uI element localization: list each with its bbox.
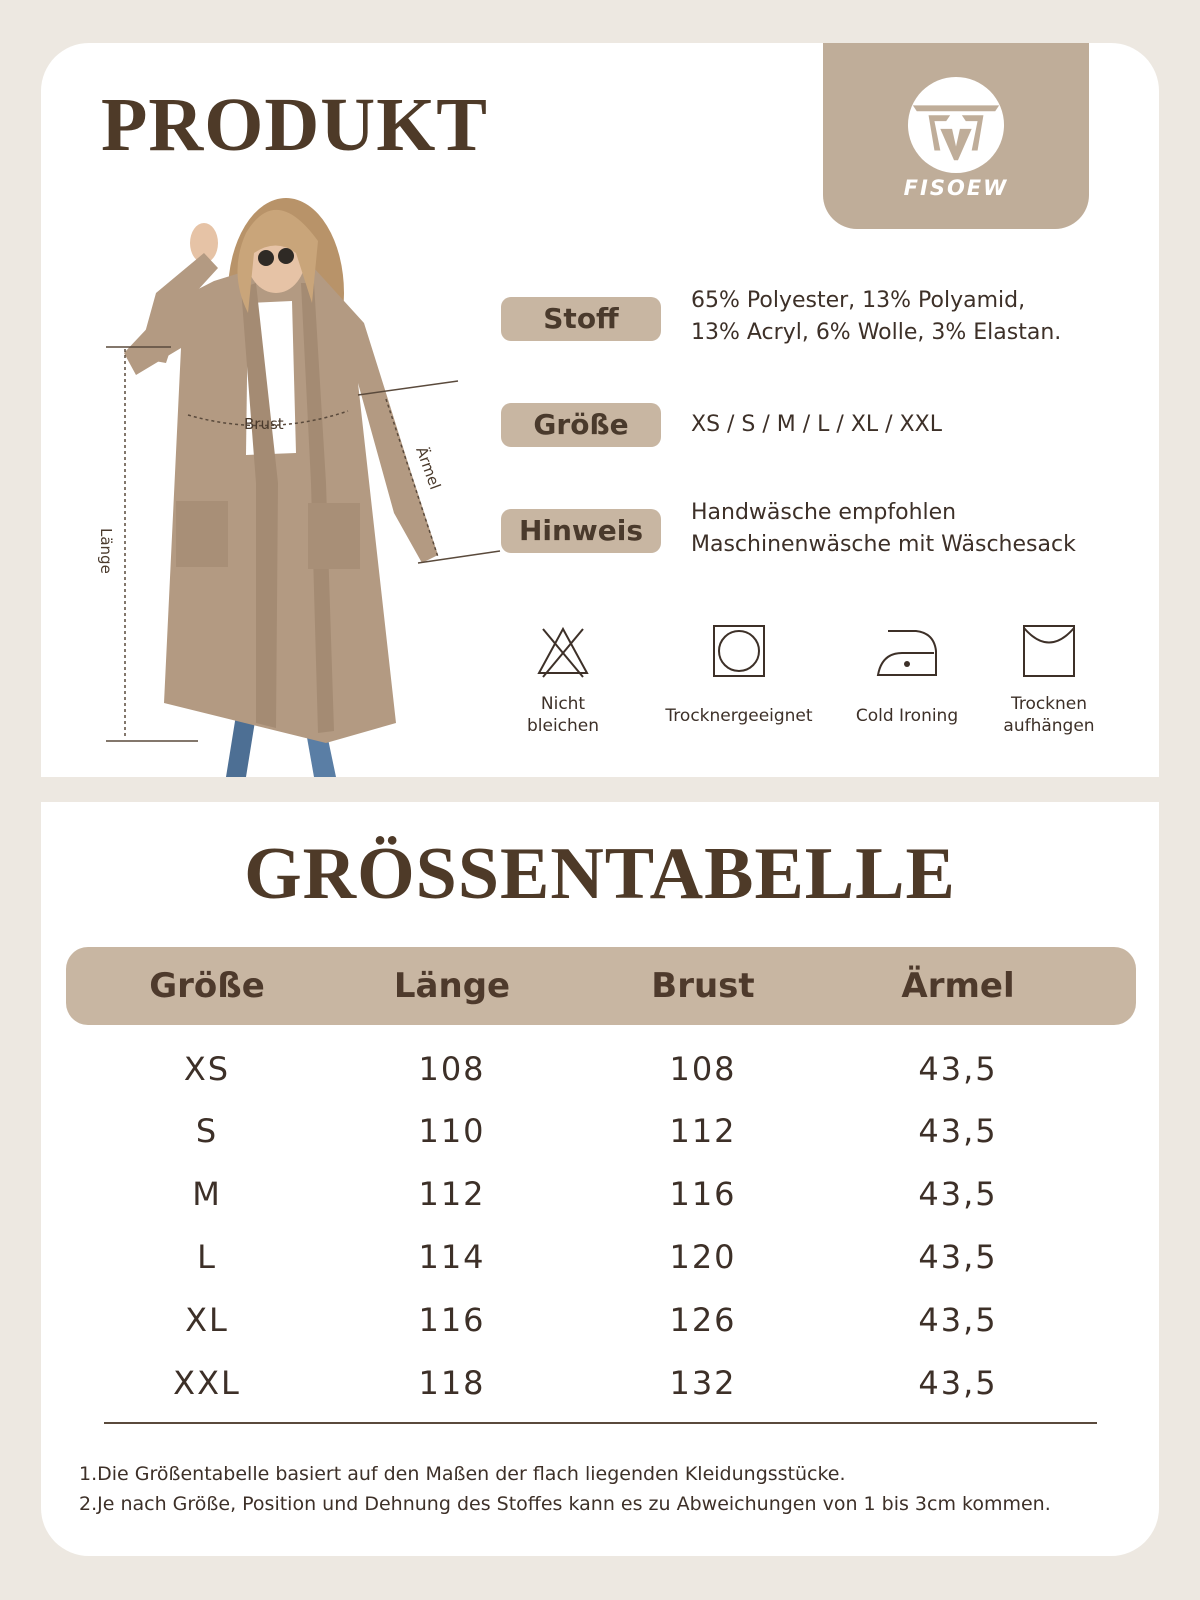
cell-length: 108 [418, 1050, 486, 1088]
line-dry-icon [1021, 623, 1077, 679]
table-header [66, 947, 1136, 1025]
cell-sleeve: 43,5 [918, 1112, 998, 1150]
table-row [66, 1100, 1136, 1162]
fabric-label: Stoff [501, 297, 661, 341]
chest-label: Brust [244, 415, 284, 433]
cell-length: 116 [418, 1301, 486, 1339]
cell-sleeve: 43,5 [918, 1050, 998, 1088]
table-divider [104, 1422, 1097, 1424]
table-row [66, 1163, 1136, 1225]
care-label-line-dry: Trocknen aufhängen [1003, 694, 1095, 736]
cell-length: 114 [418, 1238, 486, 1276]
model-figure [96, 183, 516, 777]
brand-name: FISOEW [903, 176, 1009, 200]
table-row [66, 1038, 1136, 1100]
header-size: Größe [149, 966, 265, 1006]
brand-logo [823, 43, 1089, 229]
care-label-tumble-dry: Trocknergeeignet [665, 706, 813, 726]
size-value: XS / S / M / L / XL / XXL [691, 412, 942, 437]
size-label: Größe [501, 403, 661, 447]
sleeve-label: Ärmel [412, 444, 445, 492]
header-chest: Brust [651, 966, 755, 1006]
table-row [66, 1226, 1136, 1288]
cell-chest: 116 [669, 1175, 737, 1213]
size-chart-card [41, 802, 1159, 1556]
cell-chest: 126 [669, 1301, 737, 1339]
cell-length: 118 [418, 1364, 486, 1402]
cell-sleeve: 43,5 [918, 1175, 998, 1213]
cell-chest: 132 [669, 1364, 737, 1402]
note-value: Handwäsche empfohlen Maschinenwäsche mit Wäschesack [691, 500, 1076, 557]
header-length: Länge [393, 966, 511, 1006]
cell-size: S [195, 1112, 219, 1150]
header-sleeve: Ärmel [901, 966, 1015, 1006]
cell-size: M [192, 1175, 222, 1213]
cell-length: 110 [418, 1112, 486, 1150]
care-label-iron: Cold Ironing [855, 706, 959, 726]
no-bleach-icon [535, 623, 591, 679]
table-row [66, 1289, 1136, 1351]
cell-size: XL [185, 1301, 229, 1339]
fabric-value: 65% Polyester, 13% Polyamid, 13% Acryl, 6% Wolle, 3% Elastan. [691, 288, 1062, 345]
care-item-line-dry [959, 623, 1139, 737]
brand-logo-icon [907, 76, 1005, 174]
note-label: Hinweis [501, 509, 661, 553]
cell-size: XS [183, 1050, 231, 1088]
product-title: PRODUKT [101, 83, 488, 167]
cell-size: XXL [173, 1364, 241, 1402]
footnote-2: 2.Je nach Größe, Position und Dehnung des Stoffes kann es zu Abweichungen von 1 bis 3cm kommen. [79, 1493, 1051, 1515]
iron-icon [876, 623, 938, 679]
care-item-no-bleach [473, 623, 653, 737]
cell-size: L [197, 1238, 217, 1276]
cell-sleeve: 43,5 [918, 1364, 998, 1402]
product-card [41, 43, 1159, 777]
cell-chest: 112 [669, 1112, 737, 1150]
care-item-tumble-dry [649, 623, 829, 727]
cell-chest: 108 [669, 1050, 737, 1088]
length-label: Länge [97, 528, 115, 574]
table-row [66, 1352, 1136, 1414]
size-chart-title: GRÖSSENTABELLE [244, 833, 956, 915]
cell-sleeve: 43,5 [918, 1238, 998, 1276]
cell-sleeve: 43,5 [918, 1301, 998, 1339]
tumble-dry-icon [711, 623, 767, 679]
cell-length: 112 [418, 1175, 486, 1213]
care-label-no-bleach: Nicht bleichen [526, 694, 600, 736]
footnote-1: 1.Die Größentabelle basiert auf den Maßen der flach liegenden Kleidungsstücke. [79, 1463, 846, 1485]
cell-chest: 120 [669, 1238, 737, 1276]
